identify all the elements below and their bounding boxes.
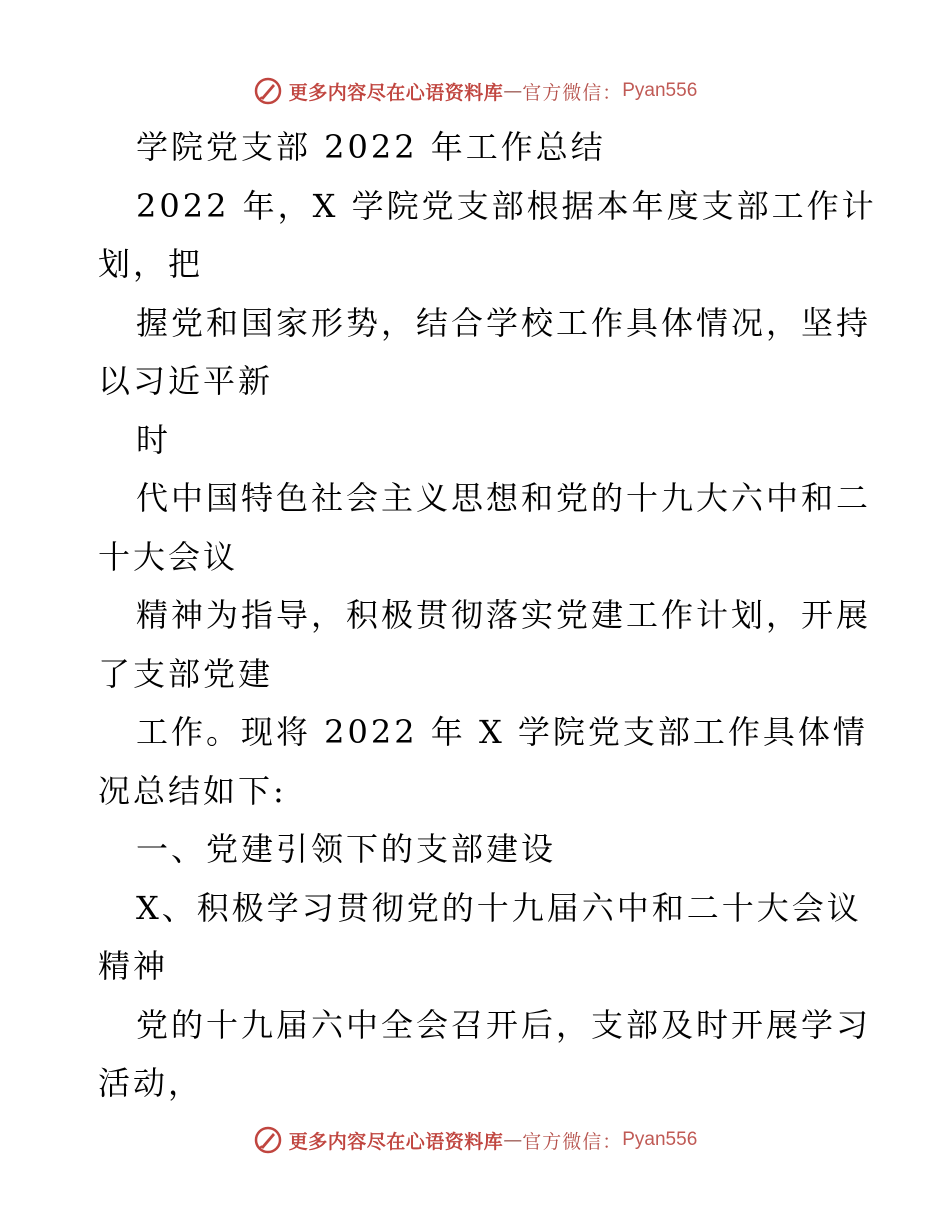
- doc-line: 况总结如下:: [98, 771, 287, 810]
- watermark-id: Pyan556: [622, 80, 698, 101]
- doc-line: 党的十九届六中全会召开后，支部及时开展学习: [136, 1005, 872, 1044]
- doc-line: 精神: [98, 947, 169, 985]
- doc-line: 了支部党建: [98, 654, 274, 693]
- doc-line: 工作。现将 2022 年 X 学院党支部工作具体情: [136, 713, 868, 751]
- section-heading: 一、党建引领下的支部建设: [136, 830, 557, 868]
- doc-line: 时: [136, 420, 172, 459]
- watermark-id: Pyan556: [622, 1129, 698, 1150]
- doc-line: 活动，: [98, 1064, 204, 1102]
- doc-line: 精神为指导，积极贯彻落实党建工作计划，开展: [136, 596, 872, 634]
- doc-line: 划，把: [98, 245, 204, 283]
- subsection-heading: X、积极学习贯彻党的十九届六中和二十大会议: [136, 888, 862, 927]
- watermark-sub-text: 官方微信：: [522, 1130, 623, 1153]
- doc-line: 十大会议: [98, 537, 239, 576]
- doc-line: 以习近平新: [98, 362, 274, 400]
- doc-line: 2022 年，X 学院党支部根据本年度支部工作计: [136, 186, 877, 225]
- document-body: [98, 118, 877, 1113]
- quill-logo-icon: [253, 1125, 283, 1155]
- header-watermark: [0, 75, 950, 107]
- doc-title: 学院党支部 2022 年工作总结: [136, 128, 606, 166]
- watermark-main-text: 更多内容尽在心语资料库: [288, 1130, 504, 1153]
- quill-logo-icon: [253, 76, 283, 106]
- watermark-sub-text: 官方微信：: [522, 81, 623, 104]
- watermark-main-text: 更多内容尽在心语资料库: [288, 81, 504, 104]
- watermark-dash: —: [503, 80, 523, 102]
- footer-watermark: [0, 1124, 950, 1156]
- doc-line: 握党和国家形势，结合学校工作具体情况，坚持: [136, 303, 872, 342]
- doc-line: 代中国特色社会主义思想和党的十九大六中和二: [136, 479, 872, 517]
- watermark-dash: —: [503, 1129, 523, 1151]
